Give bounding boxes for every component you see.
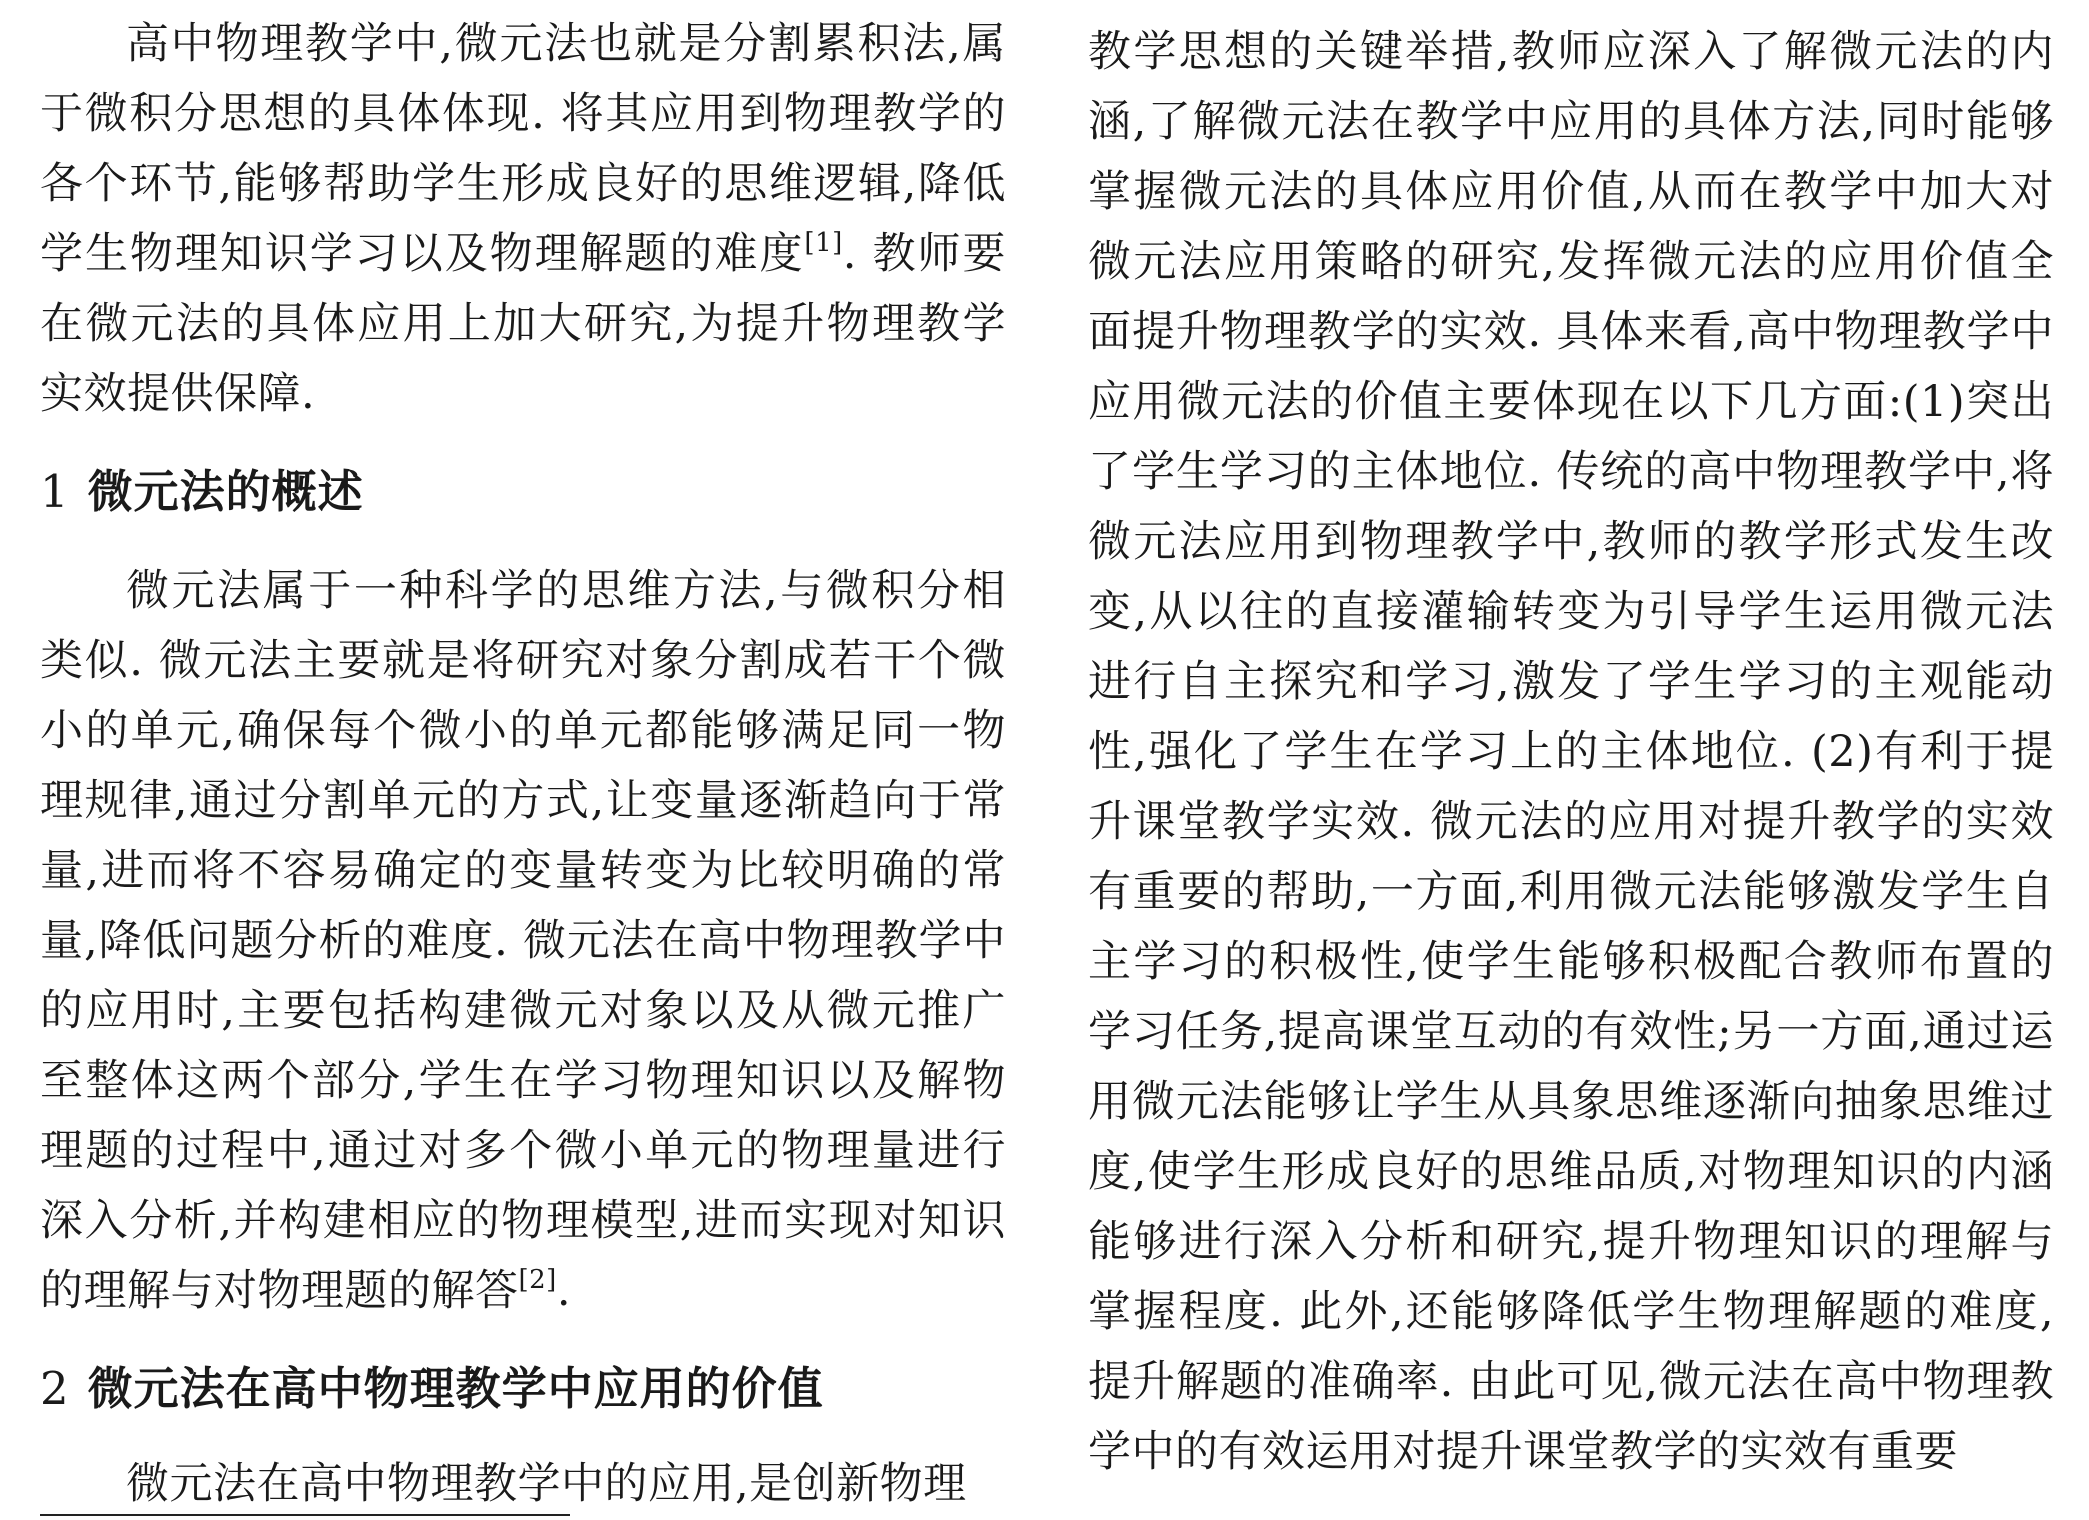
intro-text-tail: . 教师要在微元法的具体应用上加大研究,为提升物理教学实效提供保障. [40,229,1006,419]
section-title-1: 微元法的概述 [87,465,364,518]
footnote-separator [40,1514,570,1516]
left-column [40,0,1006,1519]
section-heading-2 [40,1359,1006,1419]
citation-ref-1: [1] [804,228,843,258]
overview-text: 微元法属于一种科学的思维方法,与微积分相类似. 微元法主要就是将研究对象分割成若干个微小的单元,确保每个微小的单元都能够满足同一物理规律,通过分割单元的方式,让变量逐渐趋向于常量,进而将不容易确定的变量转变为比较明确的常量,降低问题分析的难度. 微元法在高中物理教学中的应用时,主要包括构建微元对象以及从微元推广至整体这两个部分,学生在学习物理知识以及解物理题的过程中,通过对多个微小单元的物理量进行深入分析,并构建相应的物理模型,进而实现对知识的理解与对物理题的解答 [40,566,1006,1316]
section-title-2: 微元法在高中物理教学中应用的价值 [87,1362,824,1415]
right-column [1088,0,2054,1487]
section-number-1: 1 [40,465,70,518]
value-paragraph-continued: 教学思想的关键举措,教师应深入了解微元法的内涵,了解微元法在教学中应用的具体方法,同时能够掌握微元法的具体应用价值,从而在教学中加大对微元法应用策略的研究,发挥微元法的应用价值全面提升物理教学的实效. 具体来看,高中物理教学中应用微元法的价值主要体现在以下几方面:(1)突出了学生学习的主体地位. 传统的高中物理教学中,将微元法应用到物理教学中,教师的教学形式发生改变,从以往的直接灌输转变为引导学生运用微元法进行自主探究和学习,激发了学生学习的主观能动性,强化了学生在学习上的主体地位. (2)有利于提升课堂教学实效. 微元法的应用对提升教学的实效有重要的帮助,一方面,利用微元法能够激发学生自主学习的积极性,使学生能够积极配合教师布置的学习任务,提高课堂互动的有效性;另一方面,通过运用微元法能够让学生从具象思维逐渐向抽象思维过度,使学生形成良好的思维品质,对物理知识的内涵能够进行深入分析和研究,提升物理知识的理解与掌握程度. 此外,还能够降低学生物理解题的难度,提升解题的准确率. 由此可见,微元法在高中物理教学中的有效运用对提升课堂教学的实效有重要 [1088,27,2054,1477]
intro-paragraph [40,9,1006,429]
section-heading-1 [40,462,1006,522]
citation-ref-2: [2] [518,1265,557,1295]
value-paragraph-start: 微元法在高中物理教学中的应用,是创新物理 [126,1459,967,1509]
overview-text-tail: . [556,1266,572,1316]
intro-text: 高中物理教学中,微元法也就是分割累积法,属于微积分思想的具体体现. 将其应用到物理教学的各个环节,能够帮助学生形成良好的思维逻辑,降低学生物理知识学习以及物理解题的难度 [40,19,1006,279]
section-number-2: 2 [40,1362,70,1415]
overview-paragraph [40,556,1006,1326]
